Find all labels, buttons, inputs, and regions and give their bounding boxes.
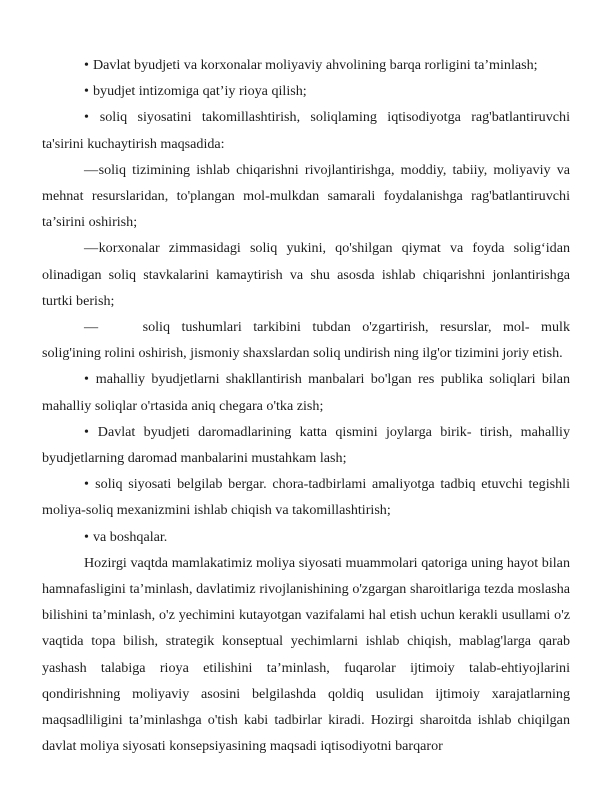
list-item-text: soliq siyosatini takomillashtirish, soliqlaming iqtisodiyotga rag'batlantiruvchi ta'sirini kuchaytirish maqsadida: xyxy=(42,109,570,152)
list-item xyxy=(42,524,570,550)
list-item xyxy=(42,471,570,523)
list-item xyxy=(42,157,570,236)
list-item-text: byudjet intizomiga qat’iy rioya qilish; xyxy=(92,83,307,100)
list-item-text: va boshqalar. xyxy=(92,528,168,545)
bullet-marker: • xyxy=(84,109,90,126)
body-paragraph xyxy=(42,550,570,760)
list-item-text: Davlat byudjeti daromadlarining katta qismini joylarga birik- tirish, mahalliy byudjetlarning daromad manbalarini mustahkam lash; xyxy=(42,423,570,467)
list-item xyxy=(42,52,570,78)
list-item xyxy=(42,366,570,418)
list-item xyxy=(42,419,570,471)
body-paragraph-text: Hozirgi vaqtda mamlakatimiz moliya siyosati muammolari qatoriga uning hayot bilan hamnafasligini ta’minlash, davlatimiz rivojlanishining o'zgargan sharoitlariga tezda moslasha bilishini ta’minlash, o'z yechimini kutayotgan vazifalami hal etish uchun kerakli usullami o'z vaqtida topa bilish, strategik konseptual yechimlarni ishlab chiqish, mablag'larga qarab yashash talabiga rioya etilishini ta’minlash, fuqarolar ijtimoiy talab-ehtiyojlarini qondirishning moliyaviy asosini belgilashda qoldiq usulidan ijtimoiy xarajatlarning maqsadliligini ta’minlashga o'tish kabi tadbirlar kiradi. Hozirgi sharoitda ishlab chiqilgan davlat moliya siyosati konsepsiyasining maqsadi iqtisodiyotni barqaror xyxy=(42,554,570,755)
list-item-text: soliq tushumlari tarkibini tubdan o'zgartirish, resurslar, mol- mulk solig'ining rolini oshirish, jismoniy shaxslardan soliq undirish ning ilg'or tizimini joriy etish. xyxy=(42,319,570,362)
page-text-body xyxy=(42,52,570,759)
list-item xyxy=(42,235,570,314)
list-item-text: soliq siyosati belgilab bergar. chora-tadbirlami amaliyotga tadbiq etuvchi tegishli moliya-soliq mexanizmini ishlab chiqish va takomillashtirish; xyxy=(42,476,570,519)
dash-marker: — xyxy=(84,240,99,257)
bullet-marker: • xyxy=(84,57,90,73)
list-item-text: mahalliy byudjetlarni shakllantirish manbalari bo'lgan res publika soliqlari bilan mahalliy soliqlar o'rtasida aniq chegara o'tka zish; xyxy=(42,371,570,414)
bullet-marker: • xyxy=(84,423,90,440)
bullet-marker: • xyxy=(84,371,90,388)
list-item-text: korxonalar zimmasidagi soliq yukini, qo'shilgan qiymat va foyda solig‘idan olinadigan soliq stavkalarini kamaytirish va shu asosda ishlab chiqarishni jonlantirishga turtki berish; xyxy=(42,240,570,309)
dash-marker: — xyxy=(84,319,99,336)
bullet-marker: • xyxy=(84,528,90,545)
dash-marker: — xyxy=(84,161,99,178)
list-item xyxy=(42,104,570,156)
list-item xyxy=(42,314,570,366)
list-item-text: Davlat byudjeti va korxonalar moliyaviy ahvolining barqa rorligini ta’minlash; xyxy=(92,57,538,73)
bullet-marker: • xyxy=(84,83,90,100)
bullet-marker: • xyxy=(84,476,90,493)
list-item-text: soliq tizimining ishlab chiqarishni rivojlantirishga, moddiy, tabiiy, moliyaviy va mehnat resurslaridan, to'plangan mol-mulkdan samarali foydalanishga rag'batlantiruvchi ta’sirini oshirish; xyxy=(42,161,570,231)
list-item xyxy=(42,78,570,104)
